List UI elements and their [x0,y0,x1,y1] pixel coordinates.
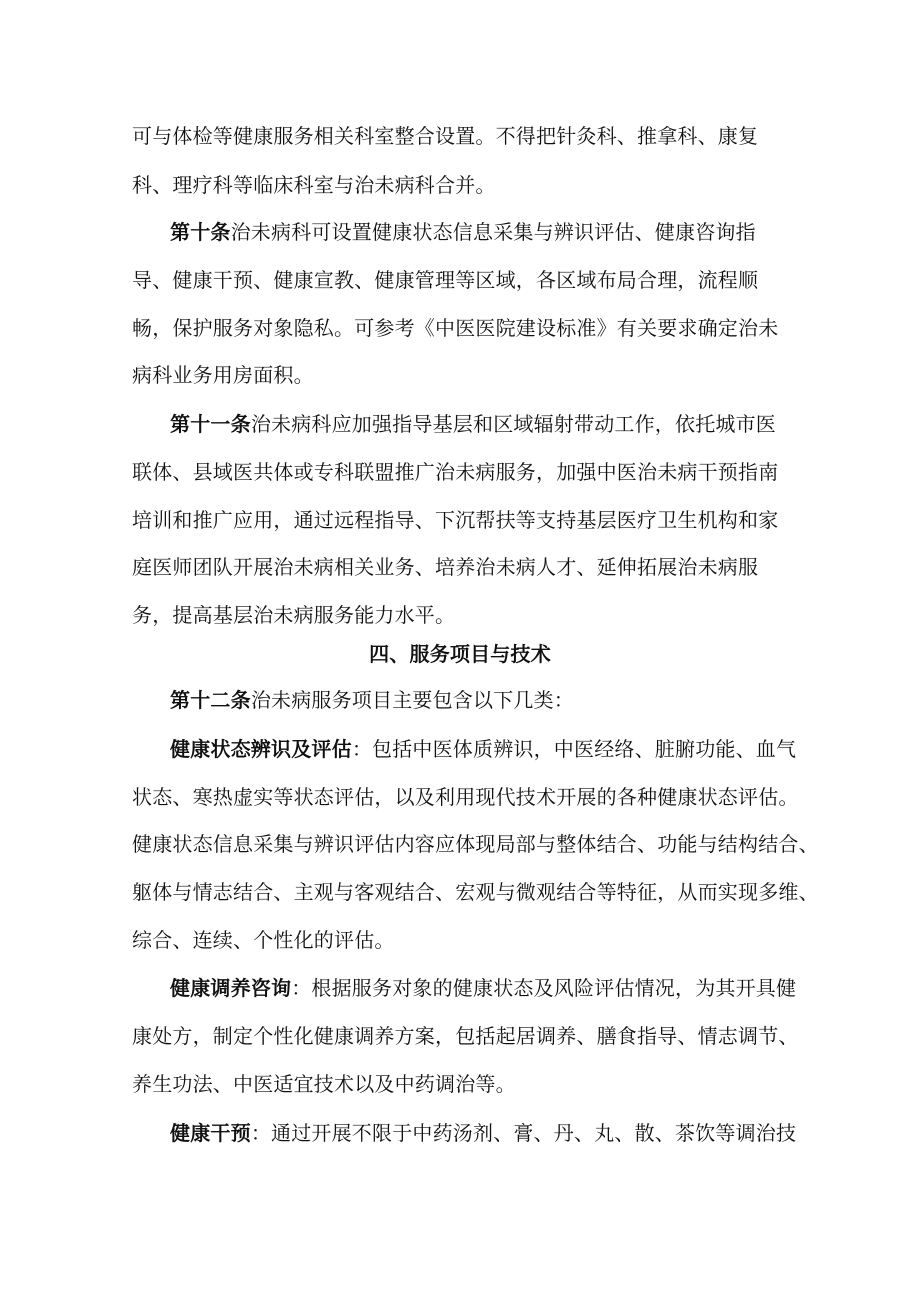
paragraph-line: 务，提高基层治未病服务能力水平。 [132,603,456,627]
paragraph-line: 综合、连续、个性化的评估。 [132,928,395,952]
health-consultation-title: 健康调养咨询 [170,976,292,1000]
paragraph-line: 科、理疗科等临床科室与治未病科合并。 [132,173,496,197]
paragraph-line: 庭医师团队开展治未病相关业务、培养治未病人才、延伸拓展治未病服 [132,555,759,579]
paragraph-line: 健康状态信息采集与辨识评估内容应体现局部与整体结合、功能与结构结合、 [132,832,819,856]
paragraph-line: 养生功法、中医适宜技术以及中药调治等。 [132,1072,516,1096]
article-11-text: 治未病科应加强指导基层和区域辐射带动工作，依托城市医 [250,412,777,436]
health-intervention-line [170,1119,796,1147]
paragraph-line: 状态、寒热虚实等状态评估，以及利用现代技术开展的各种健康状态评估。 [132,785,799,809]
health-consultation-text: ：根据服务对象的健康状态及风险评估情况，为其开具健 [291,976,797,1000]
health-intervention-title: 健康干预 [170,1121,251,1145]
health-status-assessment-title: 健康状态辨识及评估 [170,737,352,761]
health-status-assessment-line [170,735,796,763]
article-11-title: 第十一条 [170,412,251,436]
article-11-line [170,410,776,438]
health-status-assessment-text: ：包括中医体质辨识，中医经络、脏腑功能、血气 [351,737,797,761]
health-consultation-line [170,974,796,1002]
paragraph-line: 培训和推广应用，通过远程指导、下沉帮扶等支持基层医疗卫生机构和家 [132,508,779,532]
paragraph-line: 导、健康干预、健康宣教、健康管理等区域，各区域布局合理，流程顺 [132,268,759,292]
article-12-line [170,686,574,714]
paragraph-line: 可与体检等健康服务相关科室整合设置。不得把针灸科、推拿科、康复 [132,124,759,148]
article-12-title: 第十二条 [170,688,251,712]
section-heading: 四、服务项目与技术 [369,642,551,666]
paragraph-line: 联体、县域医共体或专科联盟推广治未病服务，加强中医治未病干预指南 [132,460,779,484]
article-10-text: 治未病科可设置健康状态信息采集与辨识评估、健康咨询指 [230,220,756,244]
article-12-text: 治未病服务项目主要包含以下几类： [250,688,575,712]
paragraph-line: 康处方，制定个性化健康调养方案，包括起居调养、膳食指导、情志调节、 [132,1024,799,1048]
article-10-line [170,218,756,246]
paragraph-line: 躯体与情志结合、主观与客观结合、宏观与微观结合等特征，从而实现多维、 [132,880,819,904]
paragraph-line: 病科业务用房面积。 [132,363,314,387]
article-10-title: 第十条 [170,220,231,244]
health-intervention-text: ：通过开展不限于中药汤剂、膏、丹、丸、散、茶饮等调治技 [250,1121,797,1145]
paragraph-line: 畅，保护服务对象隐私。可参考《中医医院建设标准》有关要求确定治未 [132,316,779,340]
